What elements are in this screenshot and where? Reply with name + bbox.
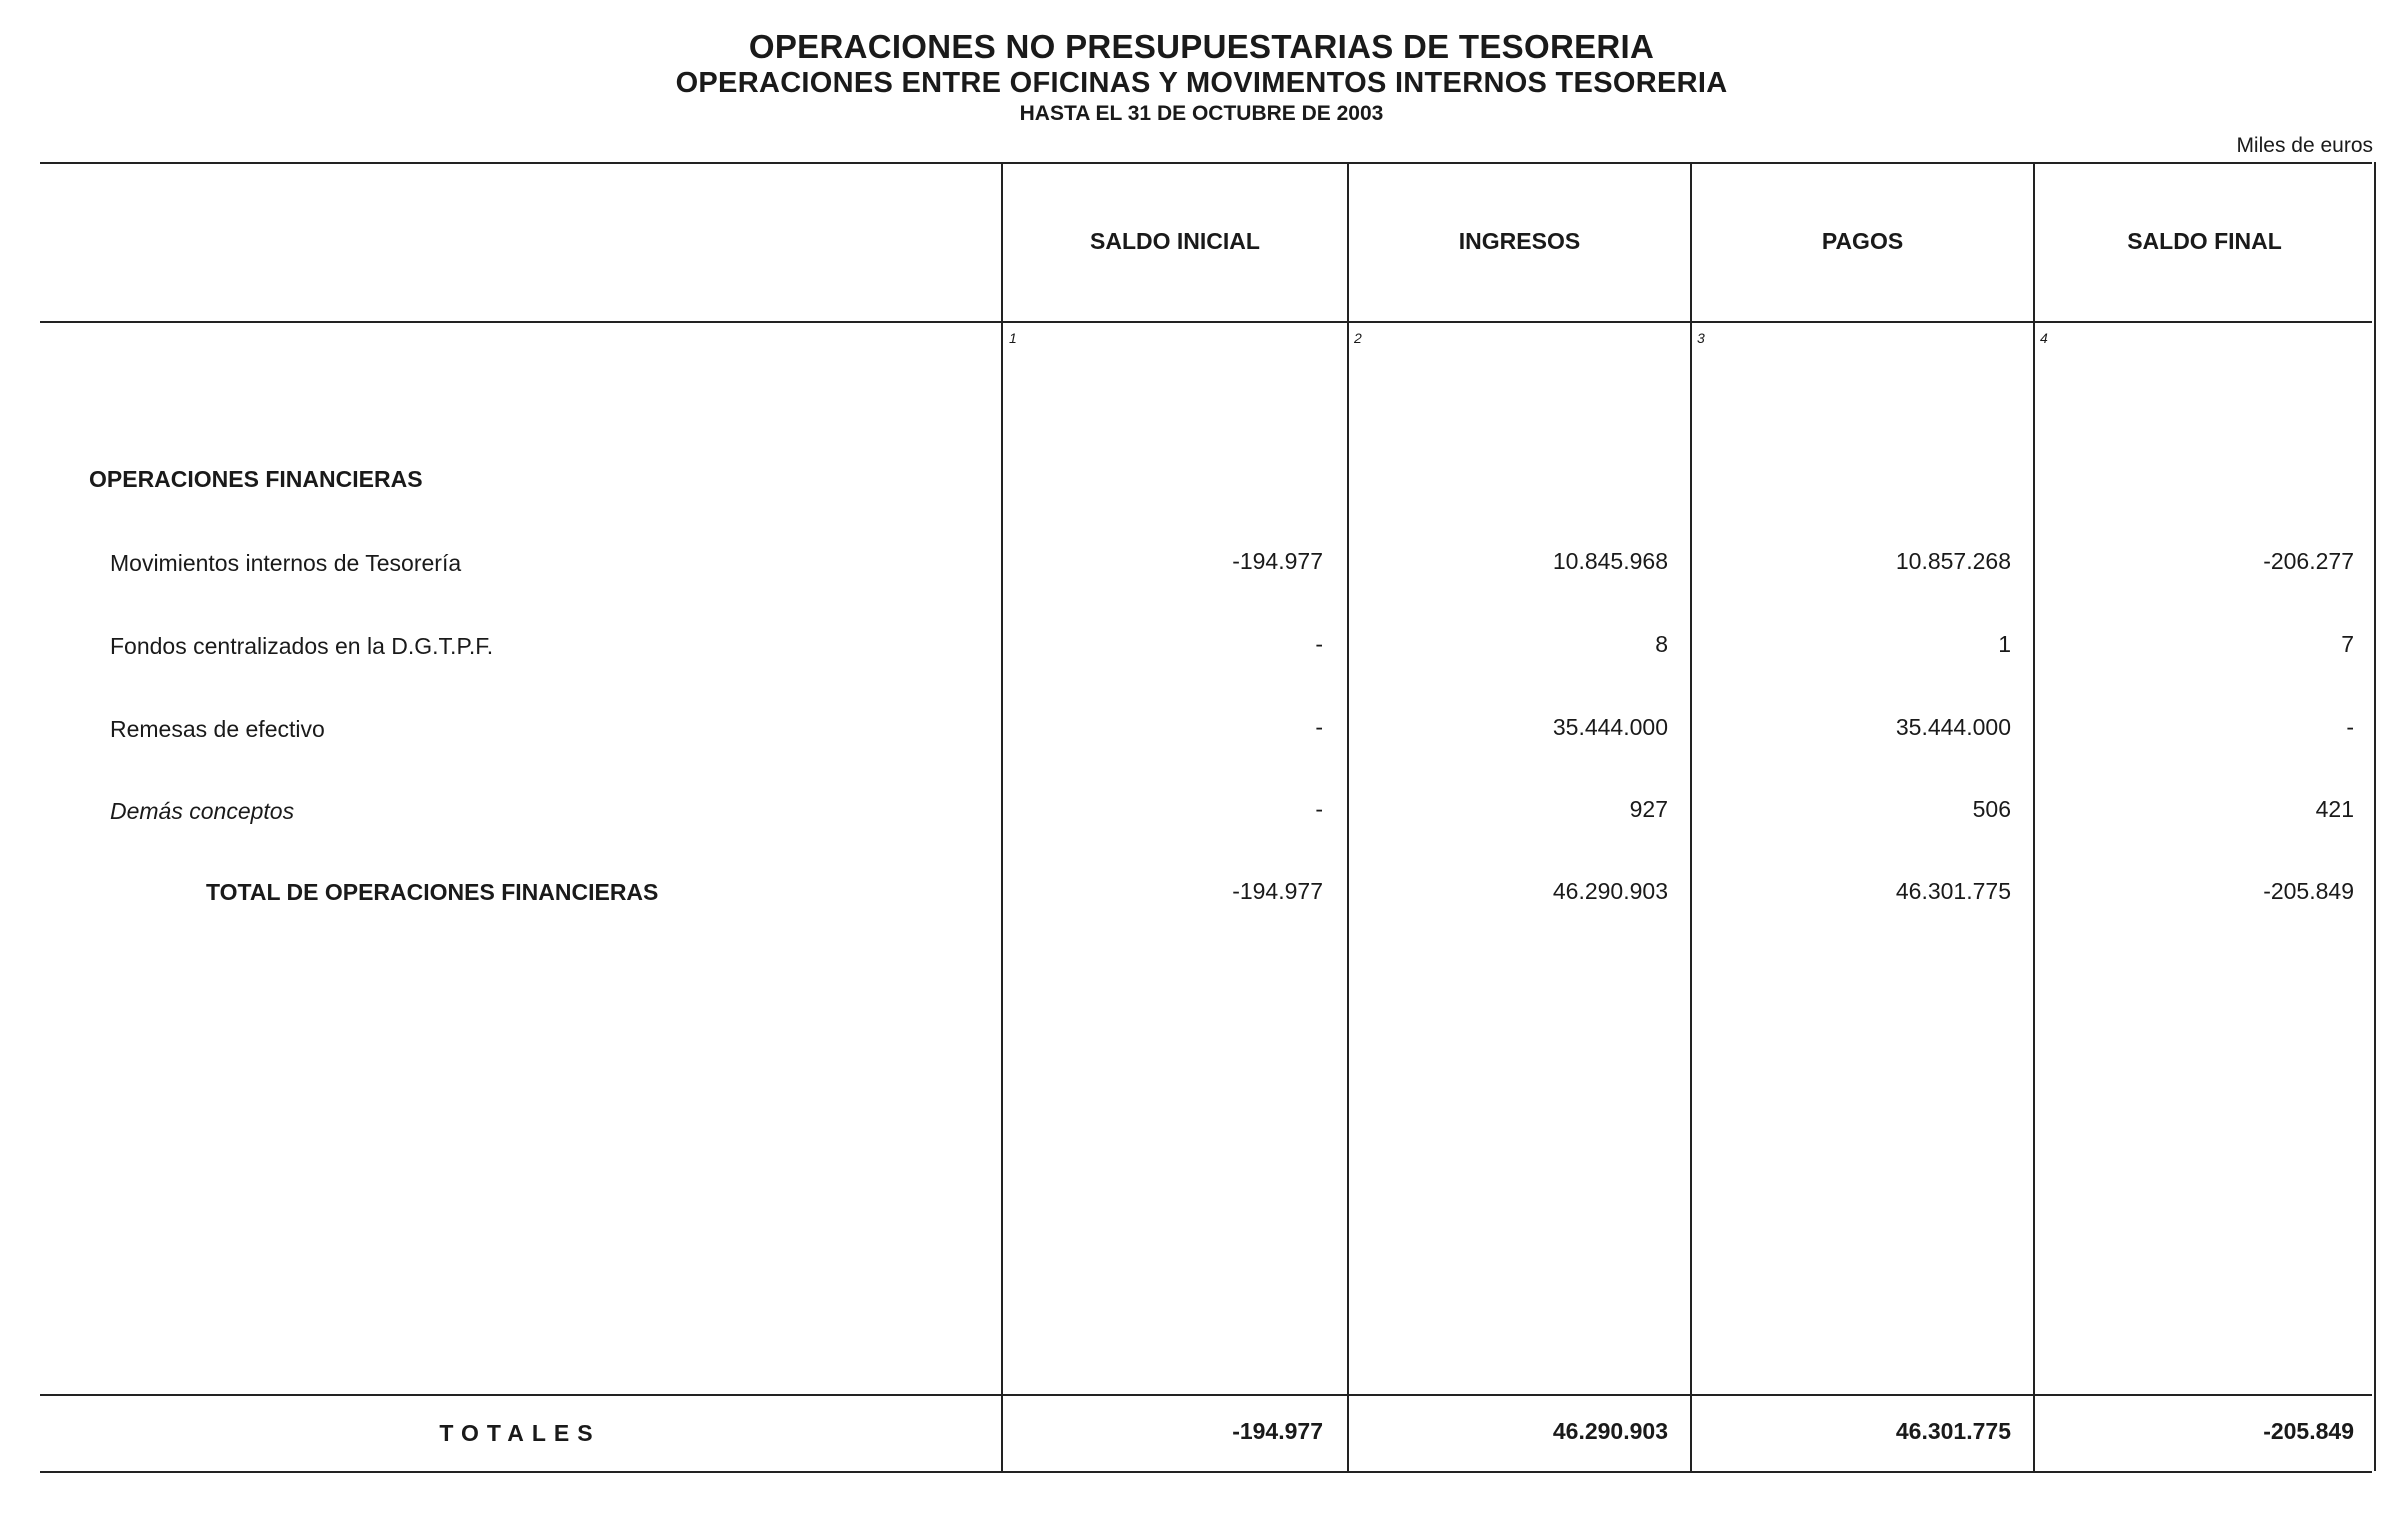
units-label: Miles de euros	[2236, 134, 2373, 157]
cell-pagos: 35.444.000	[1895, 714, 2011, 740]
cell-saldo-final: -206.277	[2263, 548, 2354, 574]
column-header-pagos: PAGOS	[1821, 228, 1904, 254]
column-divider-4	[2033, 162, 2035, 1471]
total-saldo-inicial: -194.977	[1232, 1418, 1323, 1444]
report-date: HASTA EL 31 DE OCTUBRE DE 2003	[1019, 102, 1384, 125]
cell-saldo-final: 421	[2315, 796, 2354, 822]
column-divider-3	[1690, 162, 1692, 1471]
subtotal-saldo-final: -205.849	[2263, 878, 2354, 904]
cell-pagos: 10.857.268	[1895, 548, 2011, 574]
cell-saldo-inicial: -	[1315, 714, 1323, 740]
table-bottom-rule	[40, 1471, 2372, 1473]
row-label: Remesas de efectivo	[110, 716, 325, 742]
cell-saldo-final: -	[2346, 714, 2354, 740]
column-header-saldo-final: SALDO FINAL	[2127, 228, 2282, 254]
total-saldo-final: -205.849	[2263, 1418, 2354, 1444]
cell-ingresos: 8	[1655, 631, 1668, 657]
cell-ingresos: 927	[1629, 796, 1668, 822]
report-title: OPERACIONES NO PRESUPUESTARIAS DE TESORERIA	[748, 28, 1655, 65]
column-number: 3	[1697, 330, 1705, 346]
row-label: Demás conceptos	[110, 798, 295, 824]
column-header-saldo-inicial: SALDO INICIAL	[1090, 228, 1260, 254]
column-number: 1	[1009, 330, 1017, 346]
subtotal-saldo-inicial: -194.977	[1232, 878, 1323, 904]
section-title: OPERACIONES FINANCIERAS	[89, 466, 423, 492]
column-divider-5	[2374, 162, 2376, 1471]
total-pagos: 46.301.775	[1895, 1418, 2011, 1444]
subtotal-pagos: 46.301.775	[1895, 878, 2011, 904]
cell-pagos: 1	[1998, 631, 2011, 657]
column-header-ingresos: INGRESOS	[1458, 228, 1581, 254]
totals-label: TOTALES	[439, 1420, 601, 1446]
column-number: 4	[2040, 330, 2048, 346]
total-ingresos: 46.290.903	[1552, 1418, 1668, 1444]
cell-saldo-inicial: -194.977	[1232, 548, 1323, 574]
cell-saldo-inicial: -	[1315, 631, 1323, 657]
column-number: 2	[1354, 330, 1362, 346]
cell-ingresos: 10.845.968	[1552, 548, 1668, 574]
header-bottom-rule	[40, 321, 2372, 323]
cell-ingresos: 35.444.000	[1552, 714, 1668, 740]
cell-pagos: 506	[1972, 796, 2011, 822]
column-divider-2	[1347, 162, 1349, 1471]
report-subtitle: OPERACIONES ENTRE OFICINAS Y MOVIMENTOS INTERNOS TESORERIA	[675, 67, 1728, 99]
subtotal-ingresos: 46.290.903	[1552, 878, 1668, 904]
cell-saldo-inicial: -	[1315, 796, 1323, 822]
totals-top-rule	[40, 1394, 2372, 1396]
row-label: Fondos centralizados en la D.G.T.P.F.	[110, 633, 494, 659]
row-label: Movimientos internos de Tesorería	[110, 550, 462, 576]
table-top-rule	[40, 162, 2372, 164]
cell-saldo-final: 7	[2341, 631, 2354, 657]
column-divider-1	[1001, 162, 1003, 1471]
subtotal-label: TOTAL DE OPERACIONES FINANCIERAS	[206, 879, 659, 905]
